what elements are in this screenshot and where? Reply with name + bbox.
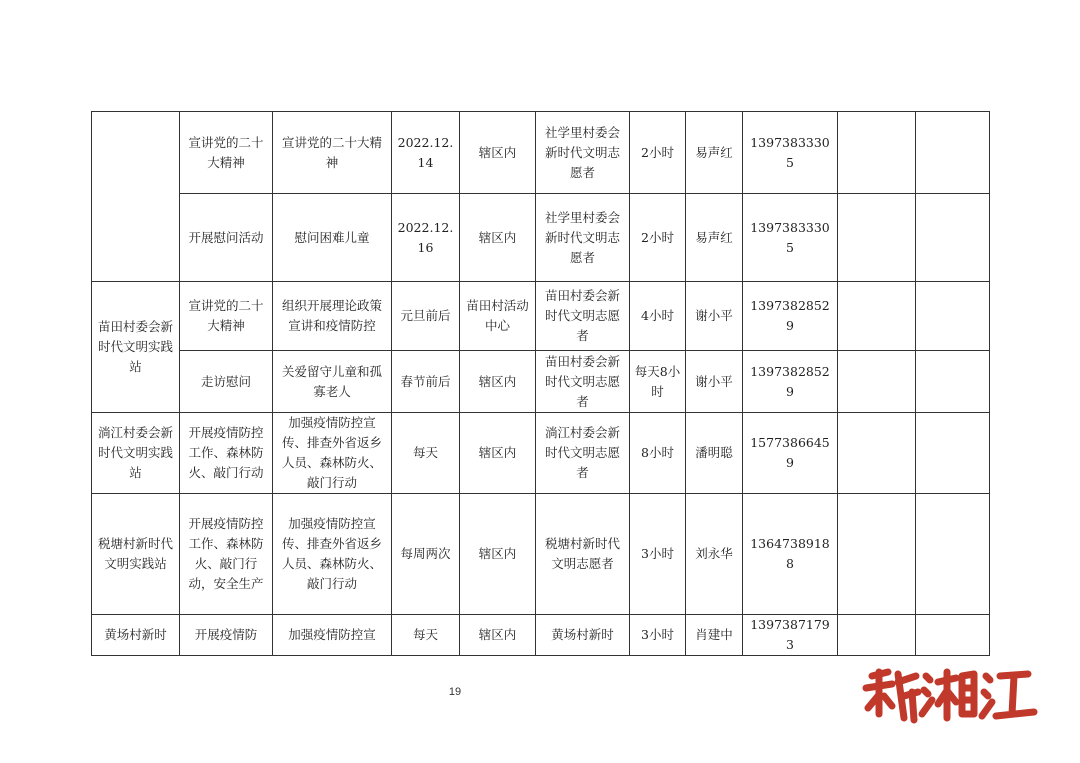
content-cell: 关爱留守儿童和孤寡老人 xyxy=(273,351,392,413)
extra-cell xyxy=(838,615,916,656)
extra-cell xyxy=(916,615,990,656)
activity-cell: 开展疫情防 xyxy=(180,615,273,656)
phone-cell: 13973828529 xyxy=(743,351,838,413)
activity-cell: 开展疫情防控工作、森林防火、敲门行动 xyxy=(180,413,273,494)
table-row xyxy=(92,494,990,615)
phone-cell: 15773866459 xyxy=(743,413,838,494)
table-row xyxy=(92,351,990,413)
content-cell: 加强疫情防控宣 xyxy=(273,615,392,656)
volunteers-cell: 黄场村新时 xyxy=(536,615,630,656)
activity-cell: 宣讲党的二十大精神 xyxy=(180,112,273,194)
time-cell: 每天 xyxy=(392,413,460,494)
station-cell xyxy=(92,112,180,282)
volunteers-cell: 苗田村委会新时代文明志愿者 xyxy=(536,282,630,351)
extra-cell xyxy=(916,494,990,615)
contact-cell: 肖建中 xyxy=(686,615,743,656)
volunteers-cell: 税塘村新时代文明志愿者 xyxy=(536,494,630,615)
table-row xyxy=(92,194,990,282)
table-row xyxy=(92,282,990,351)
duration-cell: 每天8小时 xyxy=(630,351,686,413)
page-number: 19 xyxy=(448,686,462,698)
activity-cell: 走访慰问 xyxy=(180,351,273,413)
time-cell: 2022.12.16 xyxy=(392,194,460,282)
content-cell: 加强疫情防控宣传、排查外省返乡人员、森林防火、敲门行动 xyxy=(273,413,392,494)
activity-schedule-table xyxy=(91,111,990,656)
place-cell: 辖区内 xyxy=(460,351,536,413)
place-cell: 苗田村活动中心 xyxy=(460,282,536,351)
station-cell: 税塘村新时代文明实践站 xyxy=(92,494,180,615)
content-cell: 宣讲党的二十大精神 xyxy=(273,112,392,194)
extra-cell xyxy=(838,494,916,615)
duration-cell: 2小时 xyxy=(630,112,686,194)
place-cell: 辖区内 xyxy=(460,194,536,282)
place-cell: 辖区内 xyxy=(460,494,536,615)
phone-cell: 13973871793 xyxy=(743,615,838,656)
contact-cell: 易声红 xyxy=(686,112,743,194)
phone-cell: 13647389188 xyxy=(743,494,838,615)
extra-cell xyxy=(838,112,916,194)
contact-cell: 谢小平 xyxy=(686,282,743,351)
volunteers-cell: 社学里村委会新时代文明志愿者 xyxy=(536,194,630,282)
activity-cell: 开展疫情防控工作、森林防火、敲门行动，安全生产 xyxy=(180,494,273,615)
duration-cell: 3小时 xyxy=(630,494,686,615)
extra-cell xyxy=(916,351,990,413)
activity-cell: 开展慰问活动 xyxy=(180,194,273,282)
extra-cell xyxy=(838,351,916,413)
station-cell: 淌江村委会新时代文明实践站 xyxy=(92,413,180,494)
extra-cell xyxy=(838,413,916,494)
phone-cell: 13973828529 xyxy=(743,282,838,351)
station-cell: 黄场村新时 xyxy=(92,615,180,656)
content-cell: 加强疫情防控宣传、排查外省返乡人员、森林防火、敲门行动 xyxy=(273,494,392,615)
place-cell: 辖区内 xyxy=(460,413,536,494)
content-cell: 组织开展理论政策宣讲和疫情防控 xyxy=(273,282,392,351)
table-row xyxy=(92,413,990,494)
activity-cell: 宣讲党的二十大精神 xyxy=(180,282,273,351)
time-cell: 元旦前后 xyxy=(392,282,460,351)
watermark-logo xyxy=(858,662,1040,726)
contact-cell: 易声红 xyxy=(686,194,743,282)
duration-cell: 3小时 xyxy=(630,615,686,656)
extra-cell xyxy=(916,413,990,494)
place-cell: 辖区内 xyxy=(460,112,536,194)
volunteers-cell: 社学里村委会新时代文明志愿者 xyxy=(536,112,630,194)
phone-cell: 13973833305 xyxy=(743,112,838,194)
time-cell: 每周两次 xyxy=(392,494,460,615)
volunteers-cell: 苗田村委会新时代文明志愿者 xyxy=(536,351,630,413)
extra-cell xyxy=(916,194,990,282)
time-cell: 每天 xyxy=(392,615,460,656)
contact-cell: 潘明聪 xyxy=(686,413,743,494)
content-cell: 慰问困难儿童 xyxy=(273,194,392,282)
table-row xyxy=(92,112,990,194)
volunteers-cell: 淌江村委会新时代文明志愿者 xyxy=(536,413,630,494)
duration-cell: 8小时 xyxy=(630,413,686,494)
extra-cell xyxy=(916,282,990,351)
extra-cell xyxy=(838,194,916,282)
table-row xyxy=(92,615,990,656)
station-cell: 苗田村委会新时代文明实践站 xyxy=(92,282,180,413)
duration-cell: 2小时 xyxy=(630,194,686,282)
phone-cell: 13973833305 xyxy=(743,194,838,282)
extra-cell xyxy=(838,282,916,351)
extra-cell xyxy=(916,112,990,194)
contact-cell: 谢小平 xyxy=(686,351,743,413)
time-cell: 春节前后 xyxy=(392,351,460,413)
duration-cell: 4小时 xyxy=(630,282,686,351)
place-cell: 辖区内 xyxy=(460,615,536,656)
contact-cell: 刘永华 xyxy=(686,494,743,615)
time-cell: 2022.12.14 xyxy=(392,112,460,194)
